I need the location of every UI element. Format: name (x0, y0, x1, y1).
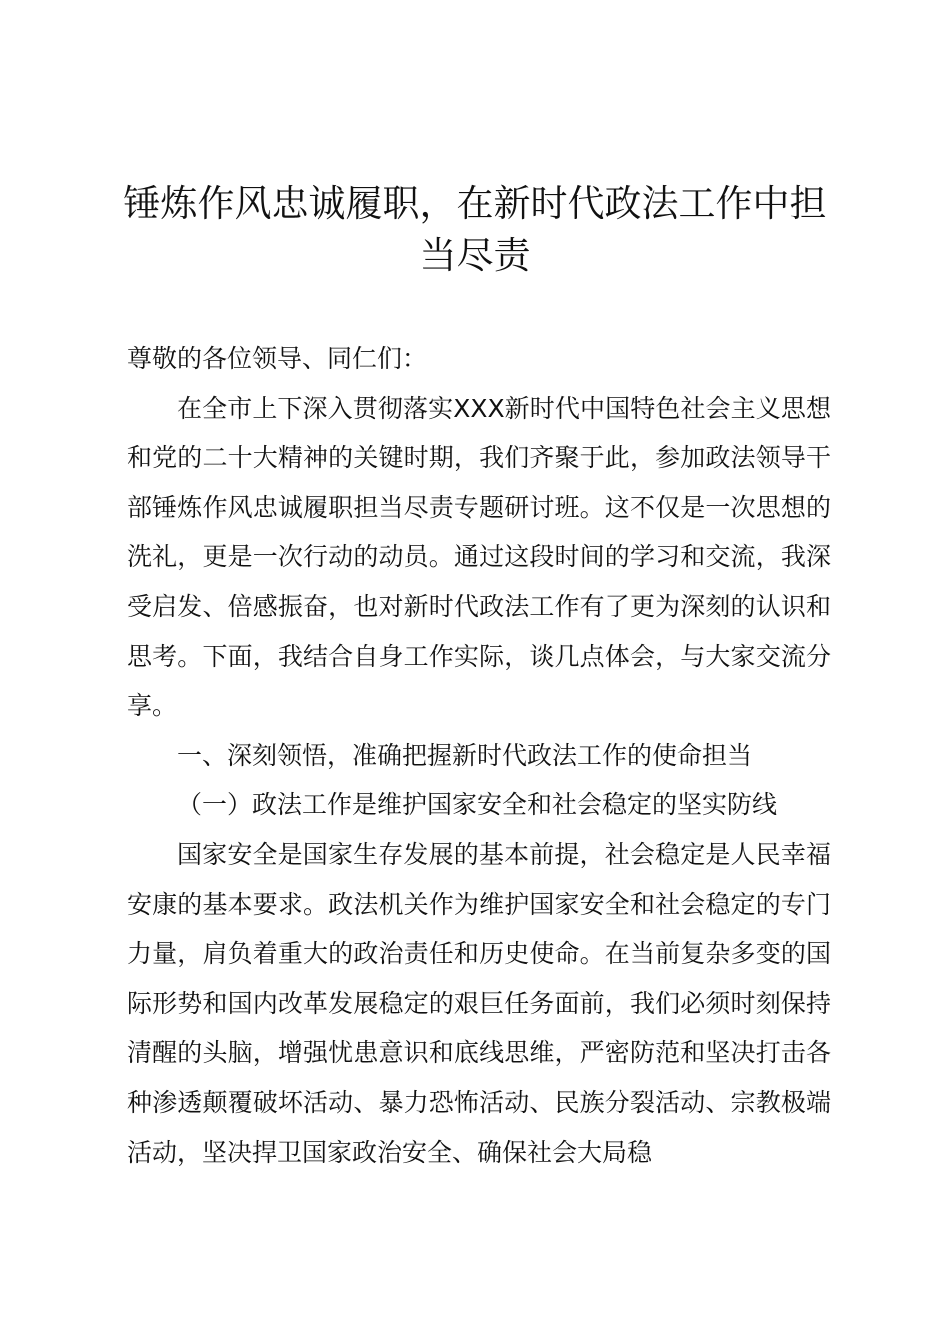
document-body (127, 334, 831, 1177)
subsection-heading: （一）政法工作是维护国家安全和社会稳定的坚实防线 (177, 790, 778, 820)
body-paragraph: 国家安全是国家生存发展的基本前提，社会稳定是人民幸福安康的基本要求。政法机关作为维护国家安全和社会稳定的专门力量，肩负着重大的政治责任和历史使命。在当前复杂多变的国际形势和国内改革发展稳定的艰巨任务面前，我们必须时刻保持清醒的头脑，增强忧患意识和底线思维，严密防范和坚决打击各种渗透颠覆破坏活动、暴力恐怖活动、民族分裂活动、宗教极端活动，坚决捍卫国家政治安全、确保社会大局稳 (127, 839, 831, 1167)
section-heading: 一、深刻领悟，准确把握新时代政法工作的使命担当 (177, 740, 753, 770)
salutation: 尊敬的各位领导、同仁们： (127, 344, 428, 373)
document-title: 锤炼作风忠诚履职，在新时代政法工作中担当尽责 (123, 182, 827, 277)
intro-paragraph: 在全市上下深入贯彻落实XXX新时代中国特色社会主义思想和党的二十大精神的关键时期，我们齐聚于此，参加政法领导干部锤炼作风忠诚履职担当尽责专题研讨班。这不仅是一次思想的洗礼，更是一次行动的动员。通过这段时间的学习和交流，我深受启发、倍感振奋，也对新时代政法工作有了更为深刻的认识和思考。下面，我结合自身工作实际，谈几点体会，与大家交流分享。 (127, 393, 831, 721)
